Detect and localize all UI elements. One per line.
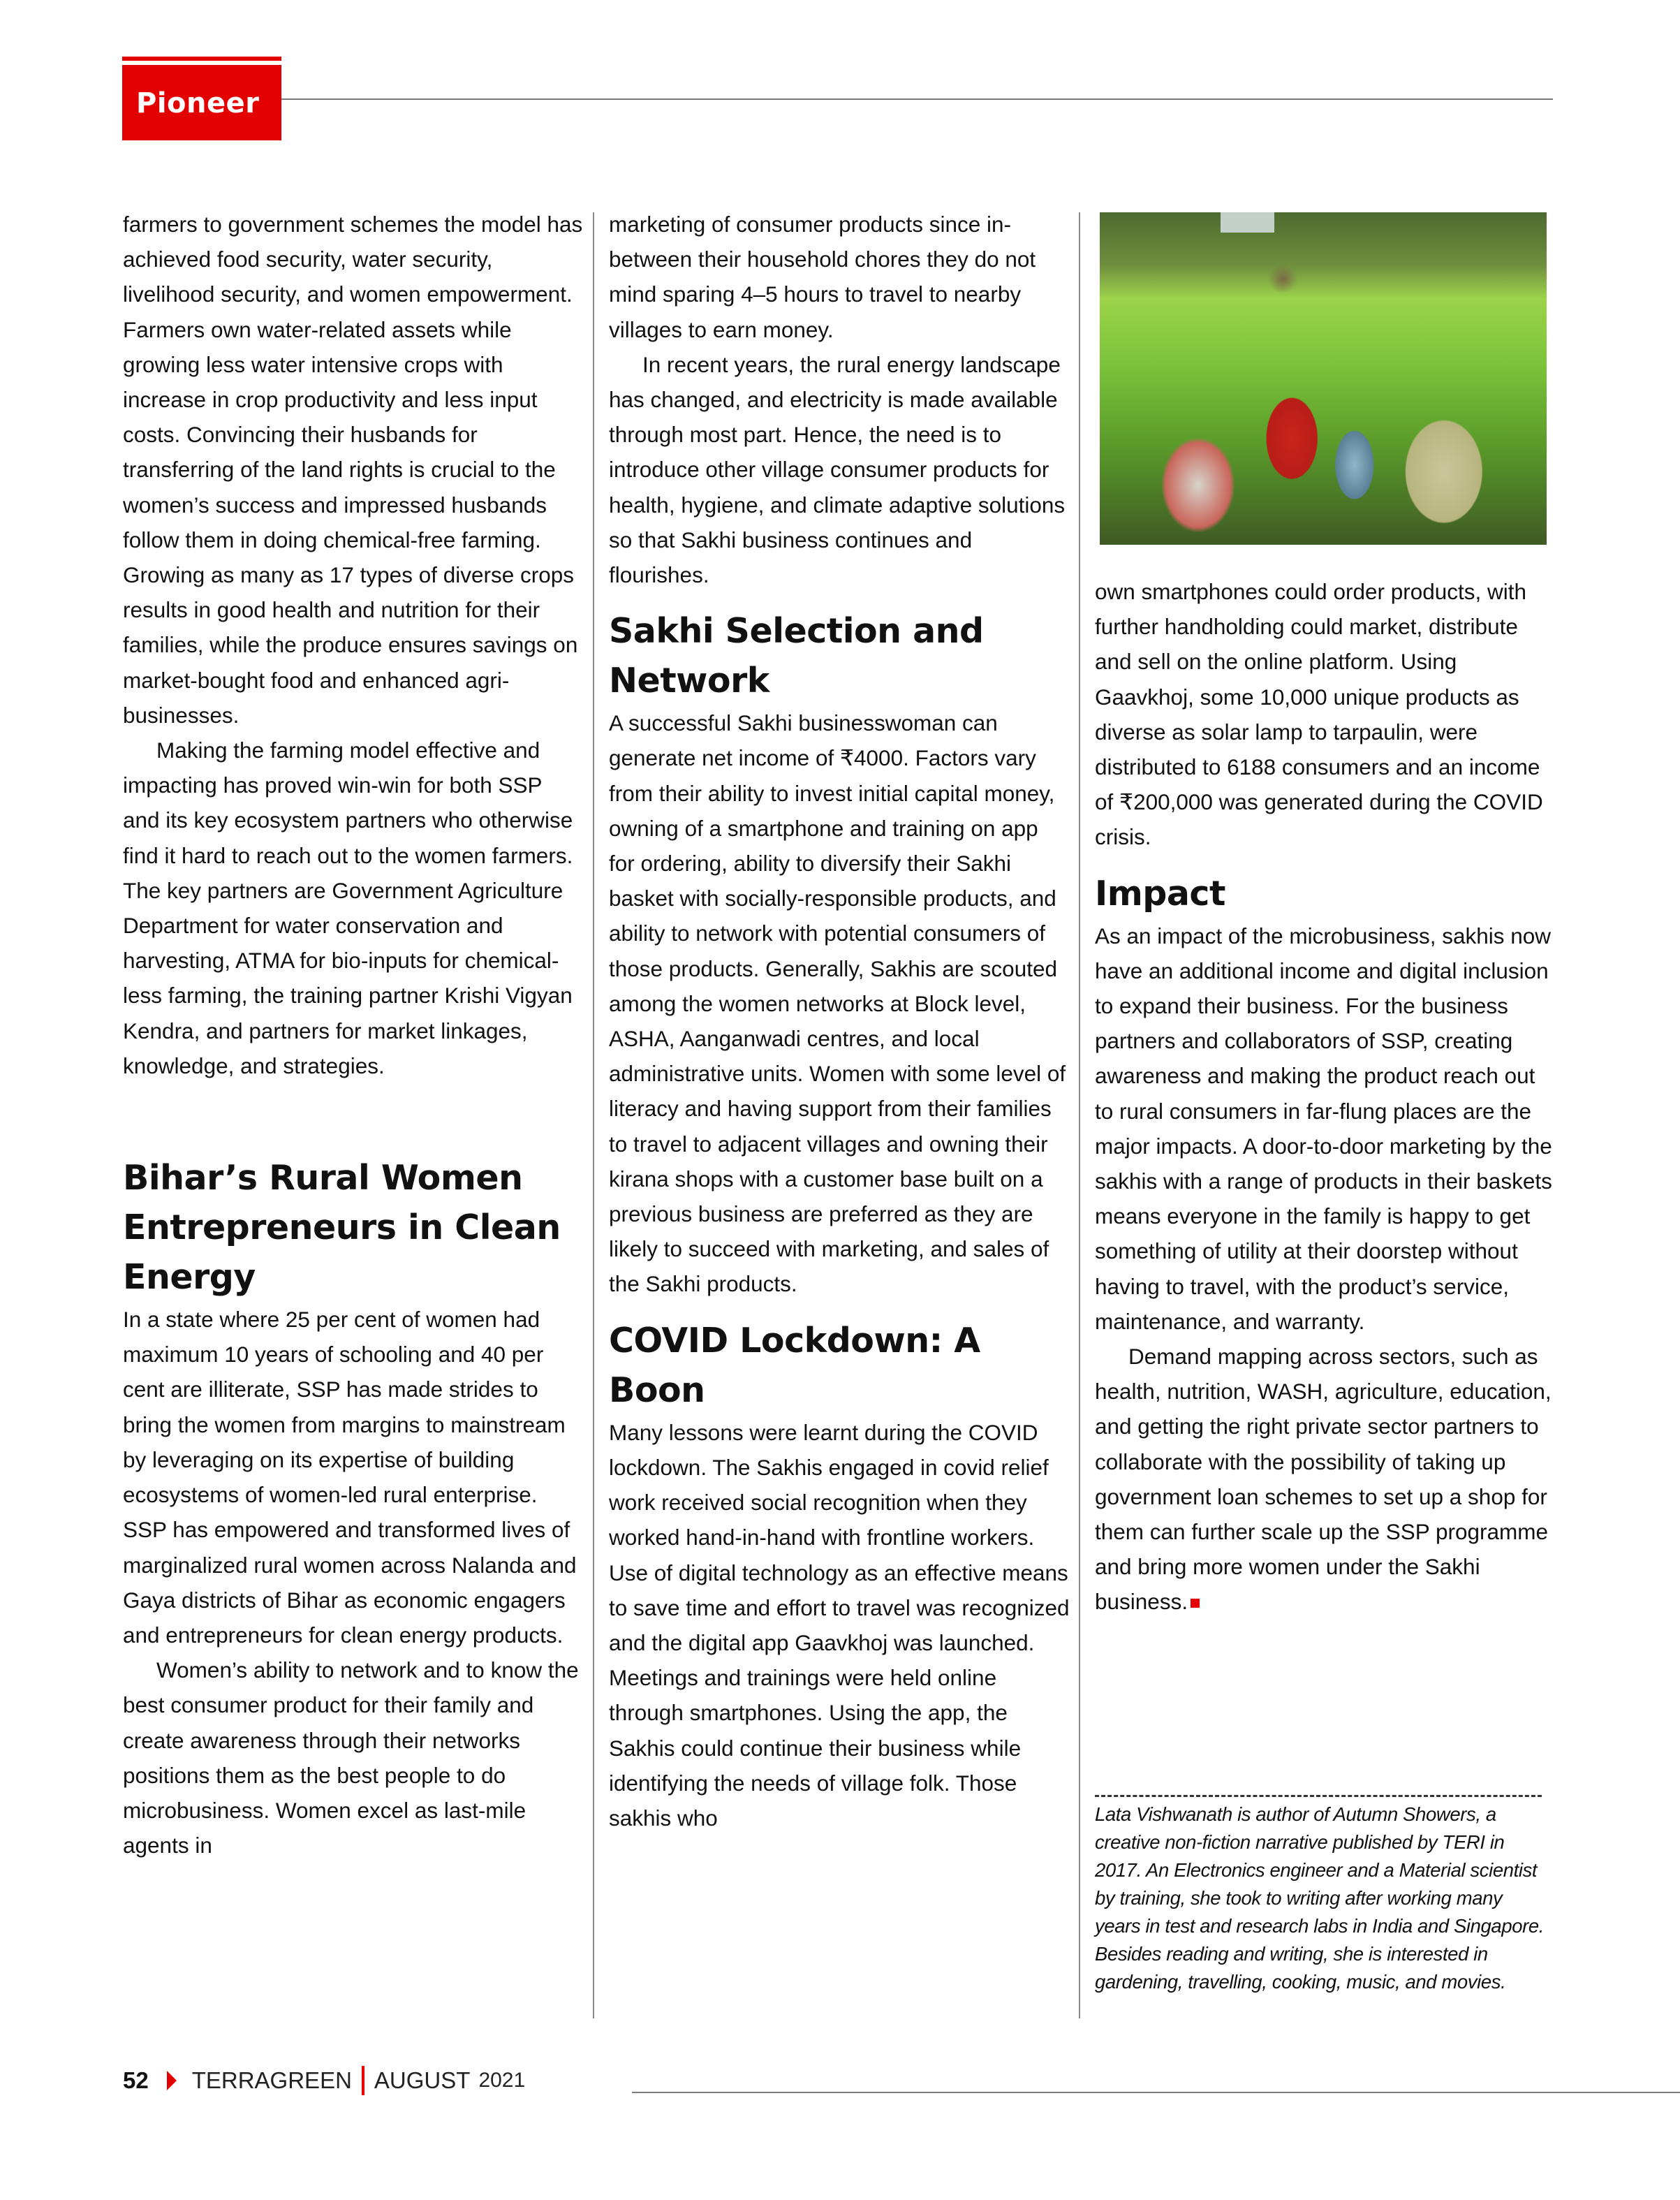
section-tag-label: Pioneer [136,87,260,119]
paragraph: A successful Sakhi businesswoman can generate net income of ₹4000. Factors vary from their ability to invest initial capital money, owning of a smartphone and training on app for ordering, ability to diversify their Sakhi basket with socially-responsible products, and ability to network with potential consumers of those products. Generally, Sakhis are scouted among the women networks at Block level, ASHA, Aanganwadi centres, and local administrative units. Women with some level of literacy and having support from their families to travel to adjacent villages and owning their kirana shops with a customer base built on a previous business are preferred as they are likely to succeed with marketing, and sales of the Sakhi products. [609,710,1066,1297]
paragraph: Making the farming model effective and impacting has proved win-win for both SSP and its key ecosystem partners who otherwise find it hard to reach out to the women farmers. The key partners are Government Agriculture Department for water conservation and harvesting, ATMA for bio-inputs for chemical-less farming, the training partner Krishi Vigyan Kendra, and partners for market linkages, knowledge, and strategies. [123,738,573,1078]
paragraph [1095,1339,1556,1620]
author-bio: Lata Vishwanath is author of Autumn Showers, a creative non-fiction narrative published by TERI in 2017. An Electronics engineer and a Material scientist by training, she took to writing after working many years in test and research labs in India and Singapore. Besides reading and writing, she is interested in gardening, travelling, cooking, music, and movies. [1095,1803,1544,1993]
paragraph-text: Demand mapping across sectors, such as health, nutrition, WASH, agriculture, education, and getting the right private sector partners to collaborate with the possibility of taking up government loan schemes to set up a shop for them can further scale up the SSP programme and bring more women under the Sakhi business. [1095,1344,1552,1615]
paragraph: own smartphones could order products, with further handholding could market, distribute and sell on the online platform. Using Gaavkhoj, some 10,000 unique products as diverse as solar lamp to tarpaulin, were distributed to 6188 consumers and an income of ₹200,000 was generated during the COVID crisis. [1095,579,1543,850]
issue-month: AUGUST [374,2067,471,2093]
section-heading: COVID Lockdown: A Boon [609,1320,980,1410]
paragraph: marketing of consumer products since in-between their household chores they do not mind sparing 4–5 hours to travel to nearby villages to earn money. [609,212,1036,342]
paragraph: As an impact of the microbusiness, sakhis now have an additional income and digital inclusion to expand their business. For the business partners and collaborators of SSP, creating awareness and making the product reach out to rural consumers in far-flung places are the major impacts. A door-to-door marketing by the sakhis with a range of products in their baskets means everyone in the family is happy to get something of utility at their doorstep without having to travel, with the product’s service, maintenance, and warranty. [1095,923,1552,1334]
header-rule [281,98,1553,100]
triangle-arrow-icon [167,2071,177,2090]
column-divider [1079,212,1080,2018]
article-column-3 [1095,574,1556,1620]
column-divider [593,212,594,2018]
magazine-name: TERRAGREEN [191,2067,352,2093]
paragraph: In recent years, the rural energy landscape has changed, and electricity is made available through most part. Hence, the need is to introduce other village consumer products for health, hygiene, and climate adaptive solutions so that Sakhi business continues and flourishes. [609,351,1066,588]
separator-bar-icon [362,2066,364,2095]
footer-rule [632,2092,1680,2093]
family-photo [1100,212,1547,545]
article-column-2 [609,207,1070,1835]
paragraph: farmers to government schemes the model has achieved food security, water security, livelihood security, and women empowerment. Farmers own water-related assets while growing less water intensive crops with increase in crop productivity and less input costs. Convincing their husbands for transferring of the land rights is crucial to the women’s success and impressed husbands follow them in doing chemical-free farming. Growing as many as 17 types of diverse crops results in good health and nutrition for their families, while the produce ensures savings on market-bought food and enhanced agri-businesses. [123,212,583,728]
article-column-1 [123,207,584,1863]
photo-sky [1221,212,1274,233]
paragraph: Many lessons were learnt during the COVID lockdown. The Sakhis engaged in covid relief work received social recognition when they worked hand-in-hand with frontline workers. Use of digital technology as an effective means to save time and effort to travel was recognized and the digital app Gaavkhoj was launched. Meetings and trainings were held online through smartphones. Using the app, the Sakhis could continue their business while identifying the needs of village folk. Those sakhis who [609,1419,1070,1831]
page-footer [123,2065,525,2096]
paragraph: Women’s ability to network and to know the best consumer product for their family and create awareness through their networks positions them as the best people to do microbusiness. Women excel as last-mile agents in [123,1657,579,1858]
section-heading: Impact [1095,873,1225,914]
end-of-article-mark-icon [1191,1599,1200,1608]
section-tag [122,57,281,140]
section-heading: Bihar’s Rural Women Entrepreneurs in Clean Energy [123,1158,561,1298]
byline-dashed-rule [1095,1795,1542,1797]
page-number: 52 [123,2067,149,2093]
issue-year: 2021 [478,2069,526,2092]
paragraph: In a state where 25 per cent of women had maximum 10 years of schooling and 40 per cent are illiterate, SSP has made strides to bring the women from margins to mainstream by leveraging on its expertise of building ecosystems of women-led rural enterprise. SSP has empowered and transformed lives of marginalized rural women across Nalanda and Gaya districts of Bihar as economic engagers and entrepreneurs for clean energy products. [123,1307,577,1648]
section-heading: Sakhi Selection and Network [609,611,984,701]
